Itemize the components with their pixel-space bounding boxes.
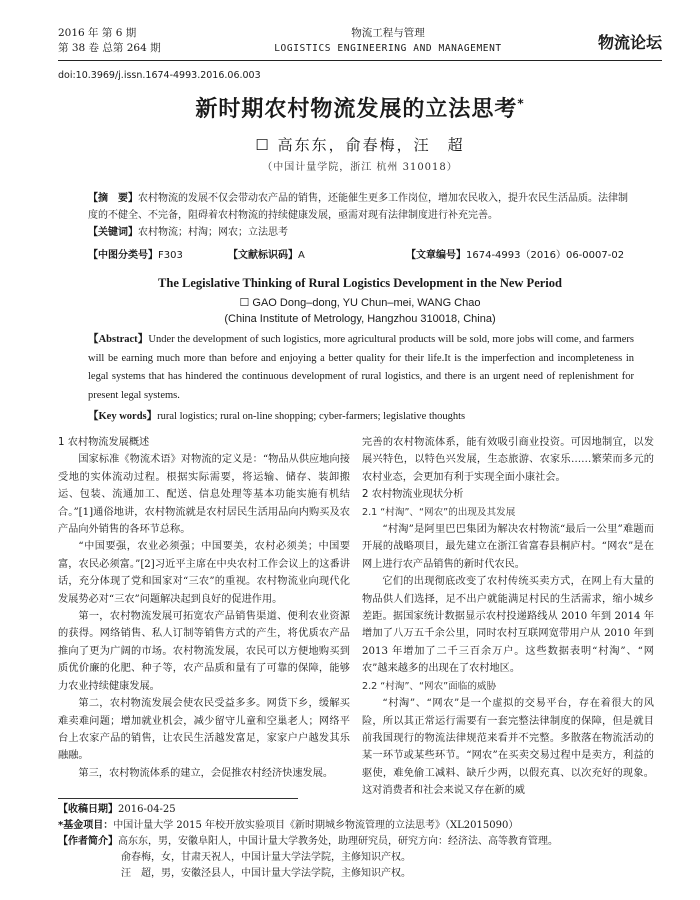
clc-label: 【中图分类号】 [88, 250, 158, 261]
clc-number [88, 246, 183, 261]
author-bio-3: 汪 超，男，安徽泾县人，中国计量大学法学院，主修知识产权。 [121, 868, 411, 879]
keywords-en-label: 【Key words】 [88, 411, 158, 422]
doc-code-label: 【文献标识码】 [228, 250, 298, 261]
paragraph: “村淘”是阿里巴巴集团为解决农村物流“最后一公里”难题而开展的战略项目，最先建立在浙江省富春县桐庐村。“网农”是在网上进行农产品销售的新时代农民。 [362, 524, 654, 570]
keywords-cn-text: 农村物流；村淘；网农；立法思考 [138, 227, 288, 238]
column-name: 物流论坛 [597, 33, 662, 52]
journal-name-cn: 物流工程与管理 [351, 27, 425, 39]
journal-name [273, 26, 503, 56]
header-rule [58, 60, 662, 61]
paragraph: “村淘”、“网农”是一个虚拟的交易平台，存在着很大的风险，所以其正常运行需要有一套完整法律制度的保障，但是就目前我国现行的物流法律规范来看并不完整。多散落在物流活动的某一环节或某些环节。“网农”在买卖交易过程中是卖方，利益的驱使，难免偷工减料、缺斤少两，以假充真、以次充好的现象。这对消费者和社会来说又存在新的威 [362, 698, 654, 797]
article-title [58, 92, 662, 123]
paragraph: 它们的出现彻底改变了农村传统买卖方式，在网上有大量的物品供人们选择，足不出户就能满足村民的生活需求，缩小城乡差距。据国家统计数据显示农村投递路线从 2010 年到 2014 年增加了八万五千余公里，同时农村互联网宽带用户从 2010 年到 2013 年增加了二千三百余万户。这些数据表明“村淘”、“网农”越来越多的出现在了农村地区。 [362, 576, 654, 675]
paragraph: 第一，农村物流发展可拓宽农产品销售渠道、便利农业资源的获得。网络销售、私人订制等销售方式的产生，将优质农产品推向了更为广阔的市场。农村物流发展，农民可以方便地购买到质优价廉的化肥、种子等，农产品质和量有了可靠的保障，能够力农业持续健康发展。 [58, 611, 350, 692]
paragraph: 第二，农村物流发展会使农民受益多多。网货下乡，缓解买难卖难问题；增加就业机会，减少留守儿童和空巢老人；网络平台上农家产品的销售，让农民生活越发富足，家家户户越发其乐融融。 [58, 698, 350, 762]
fund-value: 中国计量大学 2015 年校开放实验项目《新时期城乡物流管理的立法思考》（XL2015090） [113, 820, 519, 831]
title-footnote-mark: * [517, 96, 525, 111]
paragraph: “中国要强，农业必须强；中国要美，农村必须美；中国要富，农民必须富。”[2]习近平主席在中央农村工作会议上的这番讲话，充分体现了党和国家对“三农”的重视。农村物流业向现代化发展势必对“三农”问题解决起到良好的促进作用。 [58, 541, 350, 605]
abstract-en-label: 【Abstract】 [88, 334, 149, 345]
paragraph: 第三，农村物流体系的建立，会促推农村经济快速发展。 [78, 767, 334, 779]
english-title: The Legislative Thinking of Rural Logistics Development in the New Period [158, 276, 562, 290]
footnote-rule [58, 798, 298, 799]
author-bio [58, 834, 662, 850]
body-column-right [362, 434, 654, 800]
fund-label: *基金项目： [58, 820, 114, 831]
affiliation: （中国计量学院，浙江 杭州 310018） [262, 162, 458, 173]
doc-code-value: A [298, 250, 305, 261]
received-value: 2016-04-25 [118, 804, 176, 815]
doc-code [228, 246, 305, 261]
keywords-en [88, 408, 634, 423]
received-date [58, 802, 662, 818]
journal-name-en: LOGISTICS ENGINEERING AND MANAGEMENT [274, 43, 502, 54]
author-bio-1: 高东东，男，安徽阜阳人，中国计量大学教务处，助理研究员，研究方向：经济法、高等教育管理。 [118, 836, 558, 847]
clc-value: F303 [158, 250, 183, 261]
issue-info [58, 26, 161, 56]
running-header [58, 26, 662, 62]
author-bio-2: 俞春梅，女，甘肃天祝人，中国计量大学法学院，主修知识产权。 [121, 852, 411, 863]
authors: ☐ 高东东，俞春梅，汪 超 [255, 136, 465, 154]
english-affiliation: (China Institute of Metrology, Hangzhou 310018, China) [224, 313, 496, 325]
subsection-heading-2-2: 2.2 “村淘”、“网农”面临的威胁 [362, 680, 497, 692]
volume-total: 第 38 卷 总第 264 期 [58, 42, 161, 54]
paragraph: 国家标准《物流术语》对物流的定义是：“物品从供应地向接受地的实体流动过程。根据实际需要，将运输、储存、装卸搬运、包装、流通加工、配送、信息处理等基本功能实施有机结合。”[1]通俗地讲，农村物流就是农村居民生活用品向内购买及农产品向外销售的各环节总称。 [58, 454, 350, 536]
abstract-en [88, 331, 634, 405]
keywords-en-text: rural logistics; rural on-line shopping; cyber-farmers; legislative thoughts [157, 411, 466, 422]
fund-note [58, 818, 662, 834]
article-number [406, 246, 624, 261]
english-authors: ☐ GAO Dong–dong, YU Chun–mei, WANG Chao [239, 297, 481, 309]
abstract-en-text: Under the development of such logistics, more agricultural products will be sold, more jobs will come, and farmers will be earning much more than before and enjoying a better quality for their life.It is the imperfection and incompleteness in legal systems that has hindered the continuous development of rural logistics, and there is an urgent need of replenishment for present legal systems. [88, 334, 634, 401]
paragraph: 完善的农村物流体系，能有效吸引商业投资。可因地制宜，以发展兴特色，以特色兴发展，生态旅游、农家乐……繁荣而多元的农村业态，会更加有利于实现全面小康社会。 [362, 437, 654, 483]
abstract-cn-text: 农村物流的发展不仅会带动农产品的销售，还能催生更多工作岗位，增加农民收入，提升农民生活品质。法律制度的不健全、不完备，阻碍着农村物流的持续健康发展，亟需对现有法律制度进行补充完善。 [88, 193, 628, 221]
abstract-cn-label: 【摘 要】 [88, 193, 138, 204]
section-heading-2: 2 农村物流业现状分析 [362, 489, 464, 501]
keywords-cn-label: 【关键词】 [88, 227, 138, 238]
received-label: 【收稿日期】 [58, 804, 118, 815]
author-bio-label: 【作者简介】 [58, 836, 118, 847]
article-no-value: 1674-4993（2016）06-0007-02 [466, 250, 625, 261]
footnotes [58, 802, 662, 882]
subsection-heading-2-1: 2.1 “村淘”、“网农”的出现及其发展 [362, 506, 516, 518]
doi: doi:10.3969/j.issn.1674-4993.2016.06.003 [58, 70, 261, 81]
article-title-text: 新时期农村物流发展的立法思考 [195, 97, 518, 122]
article-no-label: 【文章编号】 [406, 250, 466, 261]
abstract-cn [88, 190, 630, 241]
body-column-left [58, 434, 350, 782]
section-heading-1: 1 农村物流发展概述 [58, 437, 150, 448]
year-issue: 2016 年 第 6 期 [58, 27, 137, 39]
